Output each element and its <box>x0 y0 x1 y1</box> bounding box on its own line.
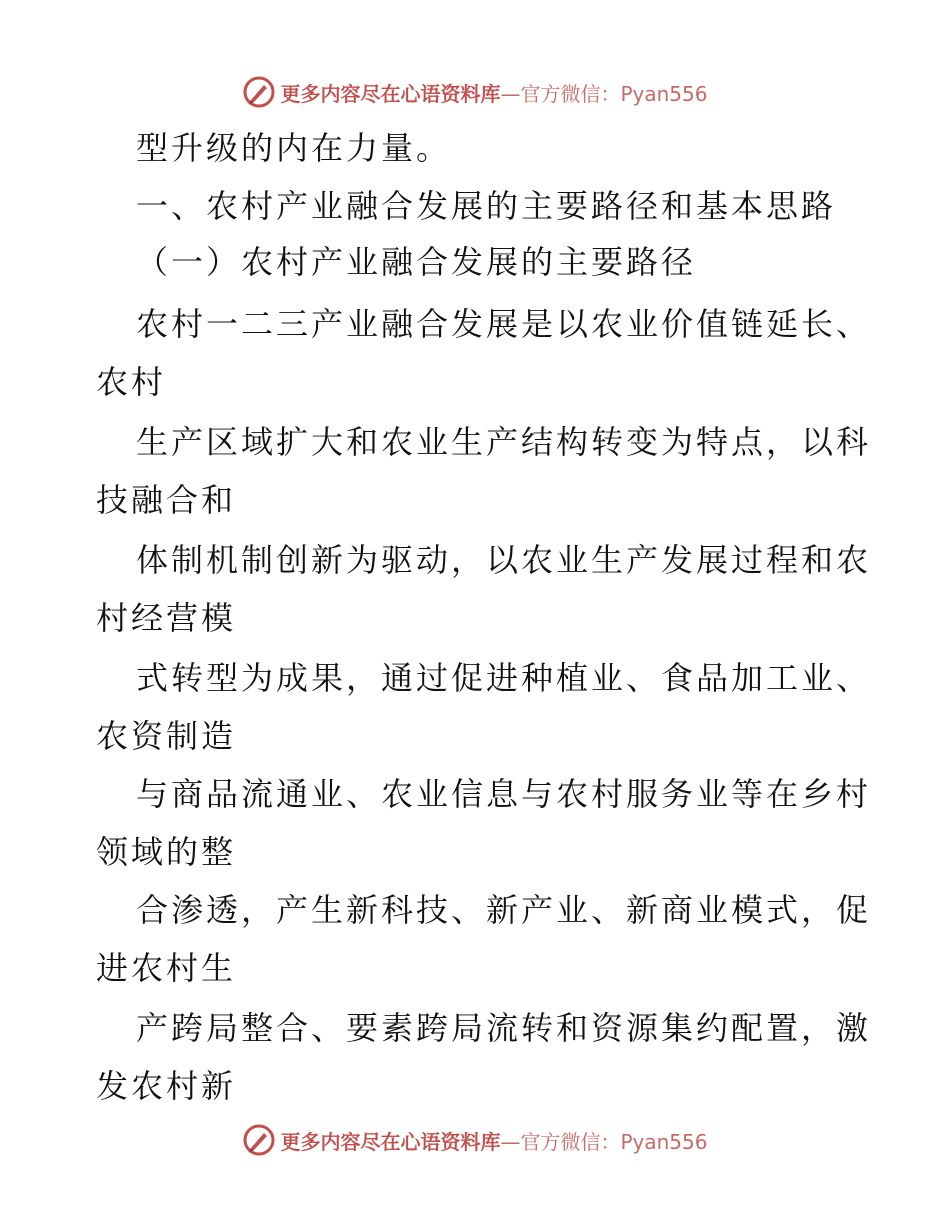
watermark-text <box>280 1126 707 1155</box>
subsection-heading: （一）农村产业融合发展的主要路径 <box>136 243 697 281</box>
text-line: 领域的整 <box>96 833 237 871</box>
text-line: 技融合和 <box>96 481 237 519</box>
watermark-text <box>280 78 707 107</box>
text-line: 生产区域扩大和农业生产结构转变为特点，以科 <box>136 423 872 461</box>
text-line: 产跨局整合、要素跨局流转和资源集约配置，激 <box>136 1009 872 1047</box>
text-line: 合渗透，产生新科技、新产业、新商业模式，促 <box>136 891 872 929</box>
text-line: 农村 <box>96 363 167 401</box>
text-line: 发农村新 <box>96 1067 237 1105</box>
header-watermark <box>0 72 950 112</box>
footer-watermark <box>0 1120 950 1160</box>
section-heading: 一、农村产业融合发展的主要路径和基本思路 <box>136 187 837 225</box>
pen-circle-logo-icon <box>242 75 276 109</box>
watermark-contact-text: —官方微信：Pyan556 <box>500 1129 708 1154</box>
text-line: 与商品流通业、农业信息与农村服务业等在乡村 <box>136 775 872 813</box>
text-line: 式转型为成果，通过促进种植业、食品加工业、 <box>136 659 872 697</box>
text-line: 农资制造 <box>96 717 237 755</box>
watermark-brand-text: 更多内容尽在心语资料库 <box>280 1129 501 1154</box>
pen-circle-logo-icon <box>242 1123 276 1157</box>
watermark-contact-text: —官方微信：Pyan556 <box>500 81 708 106</box>
text-line: 进农村生 <box>96 949 237 987</box>
text-line: 农村一二三产业融合发展是以农业价值链延长、 <box>136 305 872 343</box>
text-line: 村经营模 <box>96 599 237 637</box>
text-line: 体制机制创新为驱动，以农业生产发展过程和农 <box>136 541 872 579</box>
watermark-brand-text: 更多内容尽在心语资料库 <box>280 81 501 106</box>
text-line: 型升级的内在力量。 <box>136 129 452 167</box>
